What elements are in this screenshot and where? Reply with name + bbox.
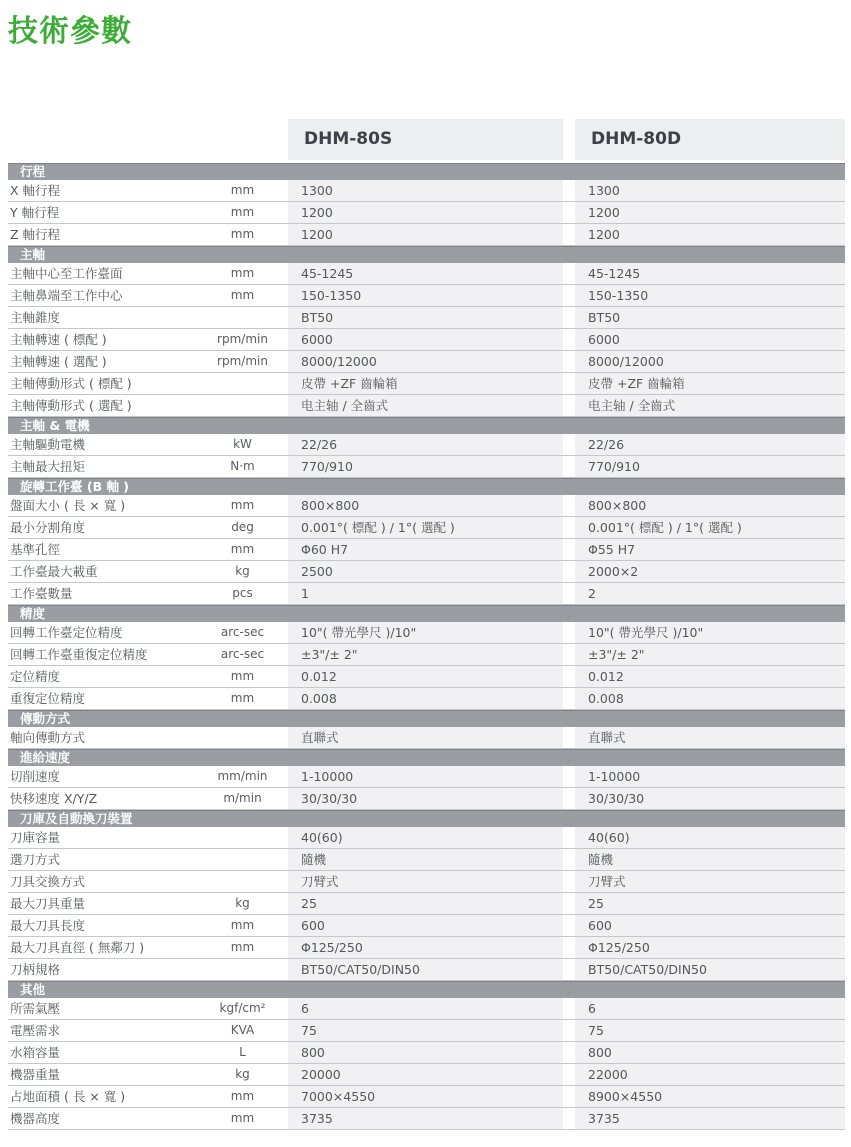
param-label: 回轉工作臺定位精度 xyxy=(10,625,123,640)
param-unit xyxy=(197,395,288,416)
param-label: 機器重量 xyxy=(10,1067,61,1082)
value-dhm-80d: 40(60) xyxy=(575,827,845,848)
spec-row xyxy=(8,561,845,583)
value-dhm-80d: 30/30/30 xyxy=(575,788,845,809)
section-title: 進給速度 xyxy=(20,750,71,765)
param-label: 定位精度 xyxy=(10,669,61,684)
param-label: 選刀方式 xyxy=(10,852,61,867)
column-gap xyxy=(563,688,575,709)
value-dhm-80s: 1-10000 xyxy=(288,766,563,787)
param-label: 主軸驅動電機 xyxy=(10,437,86,452)
param-unit: mm xyxy=(230,183,255,197)
param-label: 快移速度 X/Y/Z xyxy=(10,791,98,806)
value-dhm-80d: 8000/12000 xyxy=(575,351,845,372)
value-dhm-80d: 800 xyxy=(575,1042,845,1063)
section-title: 行程 xyxy=(20,164,46,179)
section-header xyxy=(8,710,845,727)
column-gap xyxy=(563,583,575,604)
param-label: 所需氣壓 xyxy=(10,1001,61,1016)
column-gap xyxy=(563,1086,575,1107)
spec-row xyxy=(8,1020,845,1042)
spec-row xyxy=(8,849,845,871)
spec-row xyxy=(8,373,845,395)
spec-row xyxy=(8,1042,845,1064)
param-unit xyxy=(197,307,288,328)
value-dhm-80d: 0.012 xyxy=(575,666,845,687)
spec-row xyxy=(8,788,845,810)
param-label: 主軸錐度 xyxy=(10,310,61,325)
column-gap xyxy=(563,871,575,892)
section-header xyxy=(8,417,845,434)
param-unit: mm xyxy=(230,669,255,683)
value-dhm-80s: BT50/CAT50/DIN50 xyxy=(288,959,563,980)
param-label: 主軸最大扭矩 xyxy=(10,459,86,474)
param-unit: deg xyxy=(231,520,254,534)
column-gap xyxy=(563,434,575,455)
value-dhm-80s: 6000 xyxy=(288,329,563,350)
spec-row xyxy=(8,1064,845,1086)
spec-row xyxy=(8,285,845,307)
column-gap xyxy=(563,202,575,223)
param-label: 主軸轉速 ( 標配 ) xyxy=(10,332,107,347)
param-label: 回轉工作臺重復定位精度 xyxy=(10,647,148,662)
value-dhm-80s: 6 xyxy=(288,998,563,1019)
spec-row xyxy=(8,539,845,561)
value-dhm-80d: 75 xyxy=(575,1020,845,1041)
value-dhm-80s: 150-1350 xyxy=(288,285,563,306)
param-unit: kg xyxy=(235,564,250,578)
spec-row xyxy=(8,395,845,417)
value-dhm-80d: 直聯式 xyxy=(575,727,845,748)
value-dhm-80d: 6000 xyxy=(575,329,845,350)
param-label: 電壓需求 xyxy=(10,1023,61,1038)
spec-row xyxy=(8,456,845,478)
param-label: 重復定位精度 xyxy=(10,691,86,706)
section-header xyxy=(8,478,845,495)
value-dhm-80s: BT50 xyxy=(288,307,563,328)
header-spacer xyxy=(8,119,288,160)
value-dhm-80d: 6 xyxy=(575,998,845,1019)
column-gap xyxy=(563,849,575,870)
param-label: 工作臺數量 xyxy=(10,586,73,601)
param-unit: kg xyxy=(235,896,250,910)
param-label: 機器高度 xyxy=(10,1111,61,1126)
value-dhm-80s: ±3"/± 2" xyxy=(288,644,563,665)
spec-table-body xyxy=(8,163,845,1130)
section-title: 傳動方式 xyxy=(20,711,71,726)
spec-row xyxy=(8,263,845,285)
spec-row xyxy=(8,644,845,666)
param-label: 盤面大小 ( 長 × 寬 ) xyxy=(10,498,126,513)
value-dhm-80s: 8000/12000 xyxy=(288,351,563,372)
value-dhm-80d: 0.008 xyxy=(575,688,845,709)
value-dhm-80d: 1200 xyxy=(575,202,845,223)
value-dhm-80s: 1300 xyxy=(288,180,563,201)
value-dhm-80s: 40(60) xyxy=(288,827,563,848)
value-dhm-80s: 电主轴 / 全齒式 xyxy=(288,395,563,416)
column-gap xyxy=(563,373,575,394)
value-dhm-80s: Φ60 H7 xyxy=(288,539,563,560)
column-gap xyxy=(563,180,575,201)
spec-row xyxy=(8,351,845,373)
param-unit: N·m xyxy=(230,459,255,473)
param-unit: kg xyxy=(235,1067,250,1081)
column-gap xyxy=(563,998,575,1019)
value-dhm-80s: 7000×4550 xyxy=(288,1086,563,1107)
value-dhm-80s: 770/910 xyxy=(288,456,563,477)
param-unit: mm xyxy=(230,266,255,280)
value-dhm-80d: 1200 xyxy=(575,224,845,245)
section-title: 精度 xyxy=(20,606,46,621)
param-label: 最大刀具長度 xyxy=(10,918,86,933)
param-label: X 軸行程 xyxy=(10,183,61,198)
param-unit: rpm/min xyxy=(217,354,268,368)
value-dhm-80d: 150-1350 xyxy=(575,285,845,306)
value-dhm-80d: 电主轴 / 全齒式 xyxy=(575,395,845,416)
spec-row xyxy=(8,180,845,202)
spec-row xyxy=(8,871,845,893)
spec-row xyxy=(8,959,845,981)
column-gap xyxy=(563,351,575,372)
value-dhm-80s: 隨機 xyxy=(288,849,563,870)
param-unit: arc-sec xyxy=(220,647,265,661)
param-label: Z 軸行程 xyxy=(10,227,61,242)
section-header xyxy=(8,810,845,827)
section-title: 主軸 xyxy=(20,247,46,262)
value-dhm-80s: 30/30/30 xyxy=(288,788,563,809)
param-unit: kW xyxy=(233,437,252,451)
value-dhm-80s: 3735 xyxy=(288,1108,563,1129)
section-title: 刀庫及自動換刀裝置 xyxy=(20,811,133,826)
spec-row xyxy=(8,998,845,1020)
column-gap xyxy=(563,766,575,787)
spec-row xyxy=(8,224,845,246)
column-gap xyxy=(563,517,575,538)
spec-table xyxy=(8,119,845,1130)
param-unit: pcs xyxy=(232,586,253,600)
param-unit: mm xyxy=(230,691,255,705)
column-header-dhm-80d: DHM-80D xyxy=(575,119,845,160)
param-unit: mm xyxy=(230,498,255,512)
param-unit: mm xyxy=(230,205,255,219)
column-gap xyxy=(563,119,575,160)
column-gap xyxy=(563,263,575,284)
value-dhm-80s: 0.008 xyxy=(288,688,563,709)
param-label: 主軸鼻端至工作中心 xyxy=(10,288,123,303)
param-unit: m/min xyxy=(223,791,262,805)
column-header-dhm-80s: DHM-80S xyxy=(288,119,563,160)
param-unit xyxy=(197,727,288,748)
spec-row xyxy=(8,915,845,937)
section-header xyxy=(8,163,845,180)
section-title: 旋轉工作臺 (B 軸 ) xyxy=(20,479,130,494)
column-gap xyxy=(563,622,575,643)
spec-row xyxy=(8,434,845,456)
value-dhm-80d: Φ125/250 xyxy=(575,937,845,958)
value-dhm-80d: BT50/CAT50/DIN50 xyxy=(575,959,845,980)
value-dhm-80d: 600 xyxy=(575,915,845,936)
section-header xyxy=(8,749,845,766)
section-header xyxy=(8,981,845,998)
column-gap xyxy=(563,788,575,809)
value-dhm-80d: 2 xyxy=(575,583,845,604)
param-unit: kgf/cm² xyxy=(219,1001,266,1015)
column-gap xyxy=(563,285,575,306)
value-dhm-80s: 20000 xyxy=(288,1064,563,1085)
value-dhm-80d: 800×800 xyxy=(575,495,845,516)
param-unit xyxy=(197,959,288,980)
column-gap xyxy=(563,1108,575,1129)
value-dhm-80s: 刀臂式 xyxy=(288,871,563,892)
column-gap xyxy=(563,959,575,980)
value-dhm-80s: 0.001°( 標配 ) / 1°( 選配 ) xyxy=(288,517,563,538)
value-dhm-80d: 皮帶 +ZF 齒輪箱 xyxy=(575,373,845,394)
spec-row xyxy=(8,766,845,788)
value-dhm-80s: 皮帶 +ZF 齒輪箱 xyxy=(288,373,563,394)
value-dhm-80s: 800 xyxy=(288,1042,563,1063)
section-header xyxy=(8,246,845,263)
param-unit: mm xyxy=(230,227,255,241)
param-label: 最小分割角度 xyxy=(10,520,86,535)
param-unit: rpm/min xyxy=(217,332,268,346)
param-label: 主軸中心至工作臺面 xyxy=(10,266,123,281)
spec-row xyxy=(8,583,845,605)
value-dhm-80d: 3735 xyxy=(575,1108,845,1129)
value-dhm-80s: 22/26 xyxy=(288,434,563,455)
column-gap xyxy=(563,666,575,687)
param-unit xyxy=(197,849,288,870)
value-dhm-80d: 22000 xyxy=(575,1064,845,1085)
value-dhm-80d: 2000×2 xyxy=(575,561,845,582)
value-dhm-80d: 1300 xyxy=(575,180,845,201)
column-gap xyxy=(563,937,575,958)
spec-row xyxy=(8,688,845,710)
spec-row xyxy=(8,329,845,351)
value-dhm-80d: 25 xyxy=(575,893,845,914)
value-dhm-80s: 0.012 xyxy=(288,666,563,687)
param-label: 水箱容量 xyxy=(10,1045,61,1060)
page-title: 技術參數 xyxy=(8,14,132,49)
value-dhm-80s: 75 xyxy=(288,1020,563,1041)
value-dhm-80d: 8900×4550 xyxy=(575,1086,845,1107)
value-dhm-80s: 1200 xyxy=(288,224,563,245)
spec-row xyxy=(8,727,845,749)
param-unit: mm xyxy=(230,918,255,932)
column-gap xyxy=(563,539,575,560)
value-dhm-80s: 10"( 帶光學尺 )/10" xyxy=(288,622,563,643)
section-header xyxy=(8,605,845,622)
column-gap xyxy=(563,827,575,848)
value-dhm-80d: 0.001°( 標配 ) / 1°( 選配 ) xyxy=(575,517,845,538)
param-unit xyxy=(197,871,288,892)
column-gap xyxy=(563,395,575,416)
spec-row xyxy=(8,893,845,915)
value-dhm-80d: 隨機 xyxy=(575,849,845,870)
param-label: 主軸傳動形式 ( 標配 ) xyxy=(10,376,132,391)
value-dhm-80s: 1200 xyxy=(288,202,563,223)
spec-row xyxy=(8,666,845,688)
column-gap xyxy=(563,1042,575,1063)
value-dhm-80d: 22/26 xyxy=(575,434,845,455)
column-gap xyxy=(563,456,575,477)
param-label: 主軸傳動形式 ( 選配 ) xyxy=(10,398,132,413)
param-unit: arc-sec xyxy=(220,625,265,639)
column-gap xyxy=(563,644,575,665)
spec-row xyxy=(8,1108,845,1130)
column-gap xyxy=(563,727,575,748)
column-gap xyxy=(563,561,575,582)
param-label: 基準孔徑 xyxy=(10,542,61,557)
value-dhm-80d: 10"( 帶光學尺 )/10" xyxy=(575,622,845,643)
param-unit: L xyxy=(239,1045,246,1059)
param-unit: KVA xyxy=(230,1023,255,1037)
spec-row xyxy=(8,495,845,517)
value-dhm-80d: 刀臂式 xyxy=(575,871,845,892)
value-dhm-80s: 2500 xyxy=(288,561,563,582)
param-unit: mm xyxy=(230,1111,255,1125)
value-dhm-80s: 25 xyxy=(288,893,563,914)
value-dhm-80s: 1 xyxy=(288,583,563,604)
value-dhm-80d: 1-10000 xyxy=(575,766,845,787)
column-gap xyxy=(563,224,575,245)
spec-row xyxy=(8,1086,845,1108)
spec-row xyxy=(8,517,845,539)
column-header-row xyxy=(8,119,845,160)
param-unit: mm xyxy=(230,1089,255,1103)
param-unit xyxy=(197,827,288,848)
param-label: 工作臺最大載重 xyxy=(10,564,98,579)
param-label: 刀具交換方式 xyxy=(10,874,86,889)
value-dhm-80s: Φ125/250 xyxy=(288,937,563,958)
value-dhm-80d: Φ55 H7 xyxy=(575,539,845,560)
value-dhm-80s: 800×800 xyxy=(288,495,563,516)
section-title: 主軸 & 電機 xyxy=(20,418,90,433)
param-unit xyxy=(197,373,288,394)
param-label: Y 軸行程 xyxy=(10,205,60,220)
value-dhm-80d: 770/910 xyxy=(575,456,845,477)
column-gap xyxy=(563,1020,575,1041)
spec-row xyxy=(8,622,845,644)
value-dhm-80d: BT50 xyxy=(575,307,845,328)
column-gap xyxy=(563,893,575,914)
column-gap xyxy=(563,495,575,516)
column-gap xyxy=(563,915,575,936)
param-label: 最大刀具重量 xyxy=(10,896,86,911)
param-label: 最大刀具直徑 ( 無鄰刀 ) xyxy=(10,940,145,955)
value-dhm-80s: 直聯式 xyxy=(288,727,563,748)
column-gap xyxy=(563,1064,575,1085)
value-dhm-80s: 600 xyxy=(288,915,563,936)
param-label: 刀柄規格 xyxy=(10,962,61,977)
param-unit: mm xyxy=(230,542,255,556)
value-dhm-80d: 45-1245 xyxy=(575,263,845,284)
value-dhm-80d: ±3"/± 2" xyxy=(575,644,845,665)
spec-row xyxy=(8,827,845,849)
param-label: 刀庫容量 xyxy=(10,830,61,845)
spec-row xyxy=(8,202,845,224)
param-label: 切削速度 xyxy=(10,769,61,784)
spec-row xyxy=(8,307,845,329)
param-label: 軸向傳動方式 xyxy=(10,730,86,745)
param-label: 占地面積 ( 長 × 寬 ) xyxy=(10,1089,126,1104)
param-unit: mm xyxy=(230,940,255,954)
param-unit: mm xyxy=(230,288,255,302)
column-gap xyxy=(563,329,575,350)
spec-row xyxy=(8,937,845,959)
param-unit: mm/min xyxy=(217,769,268,783)
section-title: 其他 xyxy=(20,982,46,997)
param-label: 主軸轉速 ( 選配 ) xyxy=(10,354,107,369)
column-gap xyxy=(563,307,575,328)
value-dhm-80s: 45-1245 xyxy=(288,263,563,284)
